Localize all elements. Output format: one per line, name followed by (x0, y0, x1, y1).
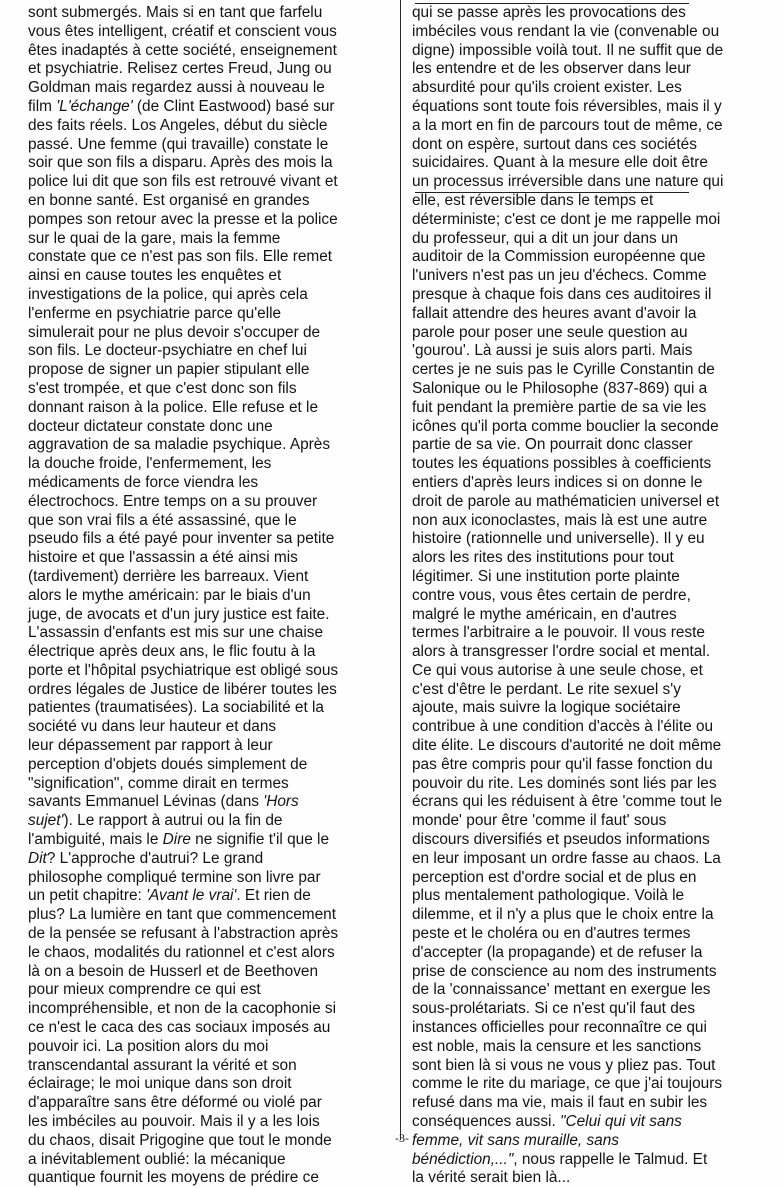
text-line (28, 850, 390, 869)
text-line: sous-prolétariats. Si ce n'est qu'il faut des (412, 1000, 696, 1018)
text-line: donnant raison à la police. Elle refuse et le (28, 398, 319, 416)
text-line: ordres légales de Justice de libérer toutes les (28, 680, 337, 698)
text-line: qui se passe après les provocations des (412, 4, 686, 21)
text-line: de la 'connaissance' mettant en exergue les (412, 981, 711, 999)
text-line: porte et l'hôpital psychiatrique est obligé sous (28, 661, 339, 679)
text-line: a inévitablement oublié: la mécanique (28, 1150, 286, 1168)
text-line: sur le quai de la gare, mais la femme (28, 229, 281, 247)
text-line: dilemme, et il n'y a plus que le choix entre la (412, 906, 714, 924)
column-divider (400, 0, 401, 1140)
text-line: absurdité pour qu'ils croient exister. Les (412, 79, 682, 97)
text-line: êtes inadaptés à cette société, enseignement (28, 41, 337, 59)
text-line: contribue à une condition d'accès à l'élite ou (412, 718, 714, 736)
text-line: pour mieux comprendre ce qui est (28, 981, 261, 999)
text-line: comme le rite du mariage, ce que j'ai toujours (412, 1075, 723, 1093)
italic-segment: 'Hors (263, 793, 299, 811)
text-line (28, 98, 390, 117)
text-line: sont submergés. Mais si en tant que farfelu (28, 4, 323, 21)
text-segment: conséquences aussi. (412, 1113, 561, 1131)
text-line: du professeur, qui a dit un jour dans un (412, 229, 679, 247)
text-line: alors à transgresser l'ordre social et mental. (412, 643, 711, 661)
italic-segment: 'L'échange' (56, 97, 133, 115)
text-line: le chaos, modalités du rationnel et c'est alors (28, 943, 335, 961)
text-line: malgré le mythe américain, en d'autres (412, 605, 677, 623)
text-line: l'enferme en psychiatrie parce qu'elle (28, 304, 282, 322)
text-line: propose de signer un papier stipulant elle (28, 361, 310, 379)
text-line: partie de sa vie. On pourrait donc classer (412, 436, 693, 454)
text-line: auditoir de la Commission européenne que (412, 248, 706, 266)
text-line: police lui dit que son fils est retrouvé vivant et (28, 173, 338, 191)
text-line: imbéciles vous rendant la vie (convenable ou (412, 22, 720, 40)
text-line: toutes les équations possibles à coefficients (412, 455, 712, 473)
text-line: discours diversifiés et pseudos informations (412, 831, 710, 849)
text-line: d'accepter (la propagande) et de refuser la (412, 943, 703, 961)
text-line: histoire (rationnelle und universelle). Il y eu (412, 530, 705, 548)
text-line: quantique fournit les moyens de prédire ce (28, 1169, 319, 1187)
text-line: constate que ce n'est pas son fils. Elle remet (28, 248, 333, 266)
text-line: et psychiatrie. Relisez certes Freud, Jung ou (28, 60, 332, 78)
text-line: fallait attendre des heures avant d'avoir la (412, 304, 697, 322)
text-line: suicidaires. Quant à la mesure elle doit être (412, 154, 708, 172)
text-line: Salonique ou le Philosophe (837-869) qui a (412, 379, 708, 397)
text-segment: , nous rappelle le Talmud. Et (513, 1150, 708, 1168)
text-line (28, 812, 390, 831)
text-line: plus mentalement pathologique. Voilà le (412, 887, 685, 905)
text-line: pompes son retour avec la presse et la police (28, 210, 338, 228)
text-line: a la mort en fin de parcours tout de même, ce (412, 116, 723, 134)
text-line: L'assassin d'enfants est mis sur une chaise (28, 624, 324, 642)
text-segment: (de Clint Eastwood) basé sur (132, 97, 335, 115)
text-line: la douche froide, l'enfermement, les (28, 455, 272, 473)
text-line: électrique après deux ans, le flic foutu à la (28, 643, 316, 661)
italic-segment: femme, vit sans muraille, sans (412, 1131, 619, 1149)
text-line: du chaos, disait Prigogine que tout le monde (28, 1131, 332, 1149)
text-line: prise de conscience au nom des instruments (412, 962, 717, 980)
text-line: philosophe compliqué termine son livre par (28, 868, 321, 886)
text-line: investigations de la police, qui après cela (28, 285, 308, 303)
text-line: simulerait pour ne plus devoir s'occuper de (28, 323, 321, 341)
text-line: instances officielles pour reconnaître ce qui (412, 1019, 707, 1037)
text-line: en leur imposant un ordre fasse au chaos. La (412, 849, 721, 867)
text-line: termes l'arbitraire a le pouvoir. Il vous reste (412, 624, 705, 642)
text-line: patientes (traumatisées). La sociabilité et la (28, 699, 324, 717)
text-line: dont on espère, surtout dans ces sociétés (412, 135, 697, 153)
text-line: un processus irréversible dans une nature qui (412, 173, 724, 191)
text-segment: savants Emmanuel Lévinas (dans (28, 793, 264, 811)
text-segment: refusé dans ma vie, mais il faut en subir les (412, 1094, 708, 1112)
text-line: ajoute, mais suivre la logique sociétaire (412, 699, 681, 717)
text-line: Ce qui vous autorise à une seule chose, et (412, 661, 703, 679)
text-line: en bonne santé. Est organisé en grandes (28, 191, 310, 209)
text-line: alors le mythe américain: par le biais d'un (28, 586, 311, 604)
text-line: pas être compris pour qu'il fasse fonction du (412, 755, 713, 773)
text-line: déterministe; c'est ce dont je me rappelle moi (412, 210, 721, 228)
italic-segment: "Celui qui vit sans (560, 1113, 682, 1131)
text-segment: film (28, 97, 57, 115)
page-number: -3- (395, 1131, 409, 1145)
text-line: pouvoir du rite. Les dominés sont liés par les (412, 774, 717, 792)
text-line: leur dépassement par rapport à leur (28, 737, 273, 755)
text-line: de la pensée se refusant à l'abstraction après (28, 925, 339, 943)
text-line: certes je ne suis pas le Cyrille Constantin de (412, 361, 715, 379)
text-line: contre vous, vous êtes certain de perdre, (412, 586, 691, 604)
text-line: "signification", comme dirait en termes (28, 774, 289, 792)
text-line: perception est d'ordre social et de plus en (412, 868, 697, 886)
text-line: plus? La lumière en tant que commencement (28, 906, 336, 924)
text-line: icônes qu'il porta comme bouclier la seconde (412, 417, 719, 435)
text-line: électrochocs. Entre temps on a su prouver (28, 492, 318, 510)
text-line: l'univers n'est pas un jeu d'échecs. Comme (412, 267, 707, 285)
text-line: Goldman mais regardez aussi à nouveau le (28, 79, 325, 97)
text-line: s'est trompée, et que c'est donc son fils (28, 379, 297, 397)
text-line: pseudo fils a été payé pour inventer sa petite (28, 530, 335, 548)
text-line: sont bien là si vous ne vous y pliez pas. Tout (412, 1056, 716, 1074)
text-line: parole pour poser une seule question au (412, 323, 688, 341)
text-line: vous êtes intelligent, créatif et conscient vous (28, 22, 337, 40)
italic-segment: Dire (162, 831, 191, 849)
text-line: médicaments de force viendra les (28, 473, 259, 491)
text-line: équations sont toute fois réversibles, mais il y (412, 97, 722, 115)
text-line: d'apparaître sans être déformé ou violé par (28, 1094, 322, 1112)
text-line: les entendre et de les observer dans leur (412, 60, 691, 78)
text-line: passé. Une femme (qui travaille) constate le (28, 135, 329, 153)
text-line: que son vrai fils a été assassiné, que le (28, 511, 297, 529)
text-line: incompréhensible, et non de la cacophonie si (28, 1000, 337, 1018)
text-line: perception d'objets doués simplement de (28, 755, 308, 773)
right-text-column (412, 4, 770, 1187)
text-line: 'gourou'. Là aussi je suis alors parti. Mais (412, 342, 693, 360)
text-line: éclairage; le moi unique dans son droit (28, 1075, 292, 1093)
text-line: aggravation de sa maladie psychique. Après (28, 436, 331, 454)
text-line: société vu dans leur hauteur et dans (28, 718, 277, 736)
text-line: pouvoir ici. La position alors du moi (28, 1037, 269, 1055)
text-line: elle, est réversible dans le temps et (412, 191, 654, 209)
italic-segment: sujet' (28, 812, 64, 830)
text-line: alors les rites des institutions pour tout (412, 549, 674, 567)
text-line: histoire et que l'assassin a été ainsi mis (28, 549, 298, 567)
text-segment: ). Le rapport à autrui ou la fin de (63, 812, 283, 830)
text-line: des faits réels. Los Angeles, début du siècle (28, 116, 328, 134)
left-text-column (28, 4, 390, 1187)
text-line: dite élite. Le discours d'autorité ne doit même (412, 737, 722, 755)
text-line: légitimer. Si une institution porte plainte (412, 567, 680, 585)
text-segment: ne signifie t'il que le (190, 831, 330, 849)
text-line: (tardivement) derrière les barreaux. Vient (28, 567, 309, 585)
text-segment: un petit chapitre: (28, 887, 147, 905)
text-line: écrans qui les réduisent à être 'comme tout le (412, 793, 723, 811)
text-line (412, 1113, 770, 1132)
text-line: droit de parole au mathématicien universel et (412, 492, 720, 510)
text-line: juge, de avocats et d'un jury justice est faite. (28, 605, 330, 623)
text-line (28, 831, 390, 850)
text-line: soir que son fils a disparu. Après des mois la (28, 154, 333, 172)
italic-segment: bénédiction,..." (412, 1150, 514, 1168)
text-segment: . Et rien de (236, 887, 311, 905)
text-line: ainsi en cause toutes les enquêtes et (28, 267, 282, 285)
text-line: peste et le choléra ou en d'autres termes (412, 925, 691, 943)
text-line (28, 793, 390, 812)
italic-segment: Dit (28, 849, 47, 867)
text-segment: ? L'approche d'autrui? Le grand (46, 849, 264, 867)
text-line: monde' pour être 'comme il faut' sous (412, 812, 667, 830)
text-line: son fils. Le docteur-psychiatre en chef lui (28, 342, 307, 360)
text-line: digne) impossible voilà tout. Il ne suffit que de (412, 41, 724, 59)
text-line: est noble, mais la censure et les sanctions (412, 1037, 702, 1055)
text-line (412, 1151, 770, 1170)
text-line: non aux iconoclastes, mais là est une autre (412, 511, 708, 529)
italic-segment: 'Avant le vrai' (146, 887, 237, 905)
text-line: fuit pendant la première partie de sa vie les (412, 398, 707, 416)
text-line: les imbéciles au pouvoir. Mais il y a les lois (28, 1113, 320, 1131)
text-line (412, 1132, 770, 1151)
text-line: transcendantal assurant la vérité et son (28, 1056, 297, 1074)
text-line: entiers d'après leurs indices si on donne le (412, 473, 703, 491)
text-line: presque à chaque fois dans ces auditoires il (412, 285, 712, 303)
text-line (412, 1094, 770, 1113)
text-line: là on a besoin de Husserl et de Beethoven (28, 962, 319, 980)
text-line (28, 887, 390, 906)
text-segment: l'ambiguité, mais le (28, 831, 163, 849)
text-line: c'est d'être le perdant. Le rite sexuel s'y (412, 680, 681, 698)
text-line: ce n'est le caca des cas sociaux imposés au (28, 1019, 331, 1037)
text-line: docteur dictateur constate donc une (28, 417, 273, 435)
text-line: la vérité serait bien là... (412, 1169, 571, 1187)
